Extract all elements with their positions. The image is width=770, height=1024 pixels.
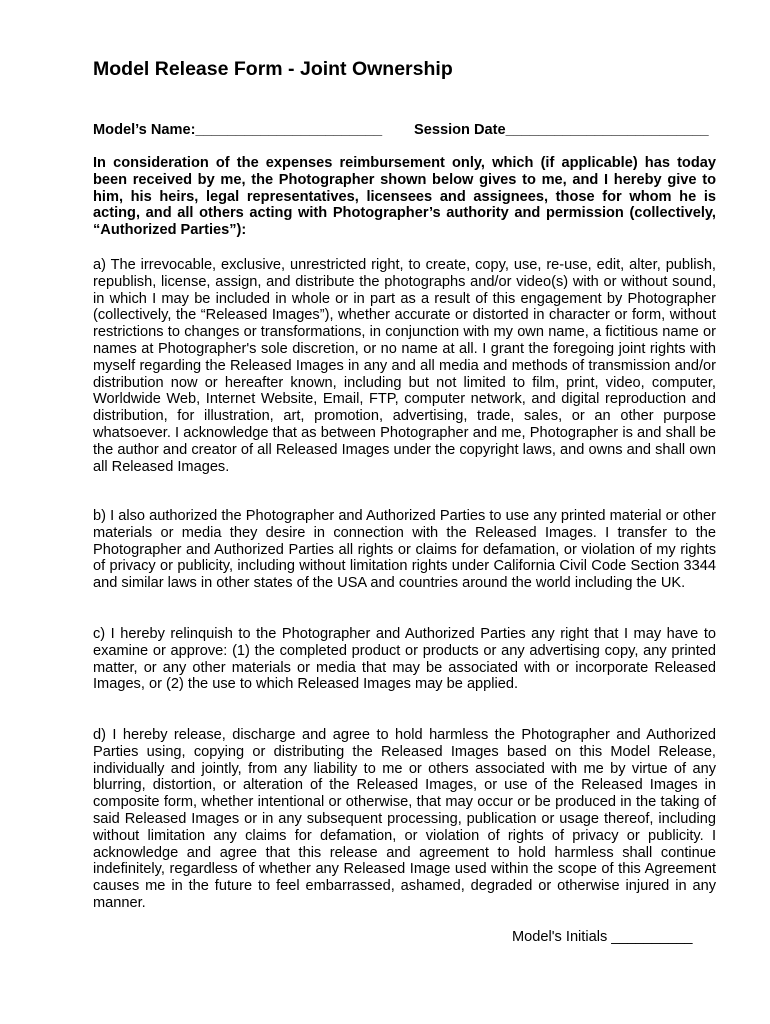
paragraph-b: b) I also authorized the Photographer and Authorized Parties to use any printed material or other materials or media they desire in connection with the Released Images. I transfer to the Photographer and Authorized Parties all rights or claims for defamation, or violation of my rights of privacy or publicity, including without limitation rights under California Civil Code Section 3344 and similar laws in other states of the USA and countries around the world including the UK. [93,508,716,592]
intro-paragraph: In consideration of the expenses reimbursement only, which (if applicable) has today been received by me, the Photographer shown below gives to me, and I hereby give to him, his heirs, legal representatives, licensees and assignees, those for whom he is acting, and all others acting with Photographer’s authority and permission (collectively, “Authorized Parties”): [93,155,716,239]
paragraph-c: c) I hereby relinquish to the Photographer and Authorized Parties any right that I may have to examine or approve: (1) the completed product or products or any advertising copy, any printed matter, or any other materials or media that may be associated with or incorporate Released Images, or (2) the use to which Released Images may be applied. [93,626,716,693]
paragraph-a: a) The irrevocable, exclusive, unrestricted right, to create, copy, use, re-use, edit, alter, publish, republish, license, assign, and distribute the photographs and/or video(s) with or without sound, in which I may be included in whole or in part as a result of this engagement by Photographer (collectively, the “Released Images”), whether accurate or distorted in character or form, without restrictions to changes or transformations, in conjunction with my own name, a fictitious name or names at Photographer's sole discretion, or no name at all. I grant the foregoing joint rights with myself regarding the Released Images in any and all media and methods of transmission and/or distribution now or hereafter known, including but not limited to film, print, video, computer, Worldwide Web, Internet Website, Email, FTP, computer network, and digital reproduction and distribution, for illustration, art, promotion, advertising, trade, sales, or an other purpose whatsoever. I acknowledge that as between Photographer and me, Photographer is and shall be the author and creator of all Released Images under the copyright laws, and owns and shall own all Released Images. [93,257,716,475]
header-fields [93,122,733,138]
page-title: Model Release Form - Joint Ownership [93,58,453,80]
model-name-field: Model’s Name:_______________________ [93,122,383,138]
paragraph-d: d) I hereby release, discharge and agree to hold harmless the Photographer and Authorized Parties using, copying or distributing the Released Images based on this Model Release, individually and jointly, from any liability to me or others associated with me by virtue of any blurring, distortion, or alteration of the Released Images, or use of the Released Images in composite form, whether intentional or otherwise, that may occur or be produced in the taking of said Released Images or in any subsequent processing, publication or usage thereof, including without limitation any claims for defamation, or violation of rights of privacy or publicity. I acknowledge and agree that this release and agreement to hold harmless shall continue indefinitely, regardless of whether any Released Image used within the scope of this Agreement causes me in the future to feel embarrassed, ashamed, degraded or otherwise injured in any manner. [93,727,716,911]
model-initials-field: Model's Initials __________ [512,929,693,945]
session-date-field: Session Date_________________________ [414,122,709,138]
